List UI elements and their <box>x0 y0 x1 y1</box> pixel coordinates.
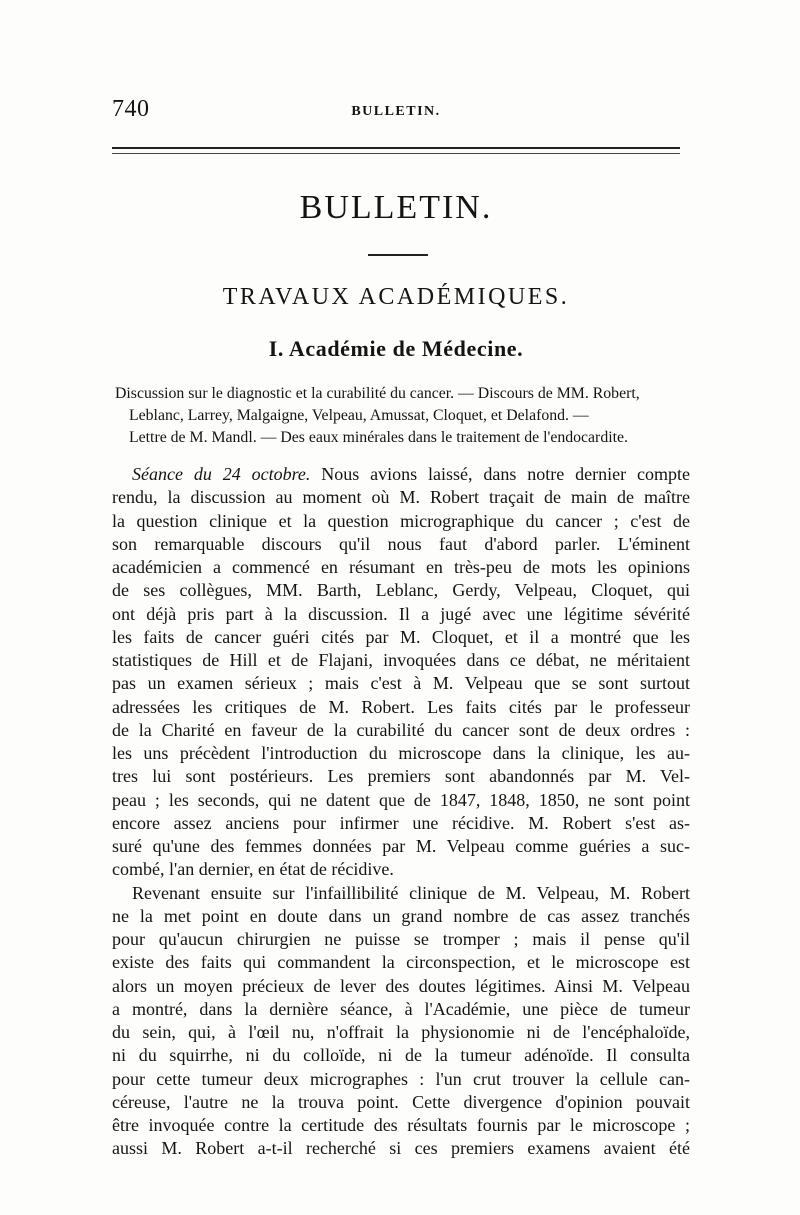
summary-line: Discussion sur le diagnostic et la curabilité du cancer. — Discours de MM. Robert, <box>115 385 640 402</box>
body-line: alors un moyen précieux de lever des doutes légitimes. Ainsi M. Velpeau <box>112 975 690 996</box>
body-line: du sein, qui, à l'œil nu, n'offrait la physionomie ni de l'encéphaloïde, <box>112 1022 690 1042</box>
body-line: adressées les critiques de M. Robert. Les faits cités par le professeur <box>112 696 690 717</box>
page-header <box>112 96 680 132</box>
body-line: académicien a commencé en résumant en très-peu de mots les opinions <box>112 557 690 577</box>
body-line: ont déjà pris part à la discussion. Il a jugé avec une légitime sévérité <box>112 603 690 624</box>
body-line: pour cette tumeur deux micrographes : l'un crut trouver la cellule can- <box>112 1068 690 1089</box>
body-line: la question clinique et la question micrographique du cancer ; c'est de <box>112 510 690 531</box>
body-line: pas un examen sérieux ; mais c'est à M. Velpeau que se sont surtout <box>112 673 690 694</box>
body-line: combé, l'an dernier, en état de récidive. <box>112 859 394 880</box>
body-line: les uns précèdent l'introduction du microscope dans la clinique, les au- <box>112 743 690 763</box>
body-line: peau ; les seconds, qui ne datent que de 1847, 1848, 1850, ne sont point <box>112 789 690 810</box>
session-date-lead: Séance du 24 octobre. <box>132 464 311 484</box>
header-rule-thin <box>112 153 680 154</box>
body-line: ne la met point en doute dans un grand nombre de cas assez tranchés <box>112 905 690 926</box>
page-number: 740 <box>112 96 150 122</box>
body-line: les faits de cancer guéri cités par M. Cloquet, et il a montré que les <box>112 626 690 647</box>
body-text <box>112 463 690 1161</box>
body-line: encore assez anciens pour infirmer une récidive. M. Robert s'est as- <box>112 812 690 833</box>
summary-line: Leblanc, Larrey, Malgaigne, Velpeau, Amussat, Cloquet, et Delafond. — <box>129 407 589 424</box>
body-line: son remarquable discours qu'il nous faut d'abord parler. L'éminent <box>112 533 690 554</box>
body-line: rendu, la discussion au moment où M. Robert traçait de main de maître <box>112 487 690 508</box>
running-title: BULLETIN. <box>351 104 441 119</box>
body-line: existe des faits qui commandent la circonspection, et le microscope est <box>112 952 690 973</box>
body-line: de la Charité en faveur de la curabilité du cancer sont de deux ordres : <box>112 719 690 740</box>
body-line: ni du squirrhe, ni du colloïde, ni de la tumeur adénoïde. Il consulta <box>112 1045 690 1066</box>
summary-line: Lettre de M. Mandl. — Des eaux minérales dans le traitement de l'endocardite. <box>129 429 628 446</box>
body-line: statistiques de Hill et de Flajani, invoquées dans ce débat, ne méritaient <box>112 650 690 670</box>
body-line <box>112 463 690 486</box>
body-line: Revenant ensuite sur l'infaillibilité clinique de M. Velpeau, M. Robert <box>132 882 690 903</box>
summary-block <box>115 383 687 449</box>
title-rule <box>368 254 428 256</box>
subsection-heading: I. Académie de Médecine. <box>268 336 524 361</box>
body-line: être invoquée contre la certitude des résultats fournis par le microscope ; <box>112 1115 690 1135</box>
body-line: suré qu'une des femmes données par M. Velpeau comme guéries a suc- <box>112 836 690 856</box>
body-line: de ses collègues, MM. Barth, Leblanc, Gerdy, Velpeau, Cloquet, qui <box>112 580 690 601</box>
header-rule-thick <box>112 147 680 149</box>
body-line: céreuse, l'autre ne la trouva point. Cette divergence d'opinion pouvait <box>112 1091 690 1112</box>
body-line: pour qu'aucun chirurgien ne puisse se tromper ; mais il pense qu'il <box>112 929 690 949</box>
body-line: tres lui sont postérieurs. Les premiers sont abandonnés par M. Vel- <box>112 766 690 787</box>
section-heading: TRAVAUX ACADÉMIQUES. <box>222 284 570 310</box>
body-line: a montré, dans la dernière séance, à l'Académie, une pièce de tumeur <box>112 998 690 1019</box>
page-title: BULLETIN. <box>299 189 493 226</box>
body-line-text: Nous avions laissé, dans notre dernier compte <box>310 464 690 484</box>
body-line: aussi M. Robert a-t-il recherché si ces premiers examens avaient été <box>112 1138 690 1159</box>
